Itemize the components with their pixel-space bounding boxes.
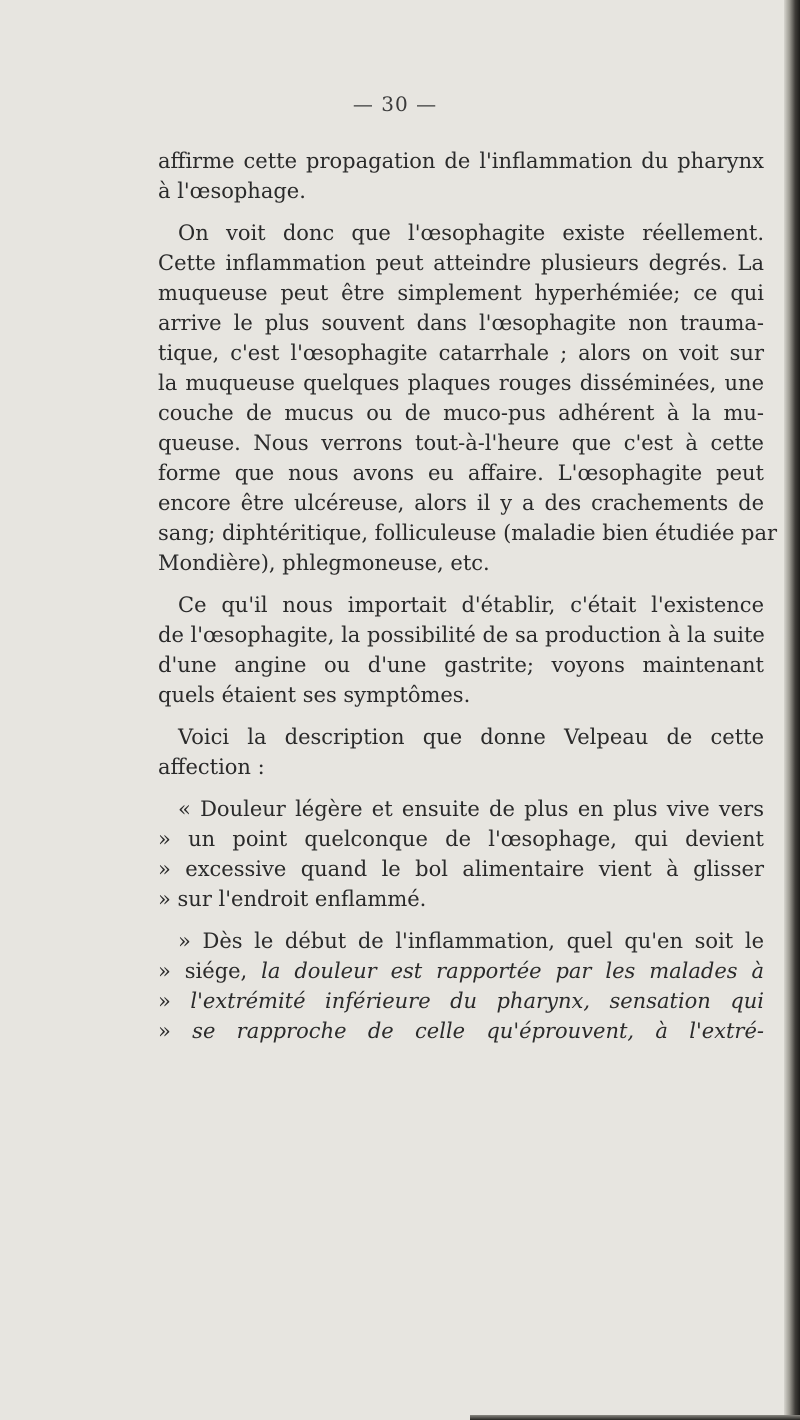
text-line: On voit donc que l'œsophagite existe réellement.: [178, 221, 764, 245]
text-line: la muqueuse quelques plaques rouges disséminées, une: [158, 371, 764, 395]
text-line: de l'œsophagite, la possibilité de sa production à la suite: [158, 623, 765, 647]
quote-text-italic: l'extrémité inférieure du pharynx, sensation qui: [190, 989, 764, 1013]
text-line: Ce qu'il nous importait d'établir, c'était l'existence: [178, 593, 764, 617]
text-line: Cette inflammation peut atteindre plusieurs degrés. La: [158, 251, 764, 275]
text-line: affirme cette propagation de l'inflammation du pharynx: [158, 149, 764, 173]
quote-line: » excessive quand le bol alimentaire vient à glisser: [158, 857, 764, 881]
text-line: couche de mucus ou de muco-pus adhérent à la mu-: [158, 401, 764, 425]
text-line: muqueuse peut être simplement hyperhémiée; ce qui: [158, 281, 764, 305]
page-bottom-shadow: [470, 1415, 800, 1420]
quote-mark: »: [158, 1019, 171, 1043]
quote-line: » Dès le début de l'inflammation, quel qu'en soit le: [178, 929, 764, 953]
text-line: d'une angine ou d'une gastrite; voyons maintenant: [158, 653, 764, 677]
quote-line: » sur l'endroit enflammé.: [158, 887, 427, 911]
text-line: encore être ulcéreuse, alors il y a des crachements de: [158, 491, 764, 515]
text-line: Mondière), phlegmoneuse, etc.: [158, 551, 490, 575]
page-number: — 30 —: [352, 92, 438, 116]
text-line: Voici la description que donne Velpeau de cette: [178, 725, 764, 749]
text-line: sang; diphtéritique, folliculeuse (maladie bien étudiée par: [158, 521, 778, 545]
quote-text-italic: se rapproche de celle qu'éprouvent, à l'extré-: [192, 1019, 764, 1043]
text-line: quels étaient ses symptômes.: [158, 683, 471, 707]
text-line: affection :: [158, 755, 265, 779]
quote-line-mixed: [158, 1016, 764, 1046]
text-line: queuse. Nous verrons tout-à-l'heure que c'est à cette: [158, 431, 764, 455]
text-line: forme que nous avons eu affaire. L'œsophagite peut: [158, 461, 764, 485]
quote-line-mixed: [158, 956, 764, 986]
text-line: à l'œsophage.: [158, 179, 306, 203]
quote-text-italic: la douleur est rapportée par les malades à: [261, 959, 764, 983]
quote-line: » un point quelconque de l'œsophage, qui devient: [158, 827, 764, 851]
quote-mark: »: [158, 989, 171, 1013]
text-line: tique, c'est l'œsophagite catarrhale ; alors on voit sur: [158, 341, 764, 365]
page-edge-shadow: [784, 0, 800, 1420]
quote-line: « Douleur légère et ensuite de plus en plus vive vers: [178, 797, 764, 821]
quote-line-mixed: [158, 986, 764, 1016]
text-line: arrive le plus souvent dans l'œsophagite non trauma-: [158, 311, 764, 335]
quote-text-roman: » siége,: [158, 959, 248, 983]
